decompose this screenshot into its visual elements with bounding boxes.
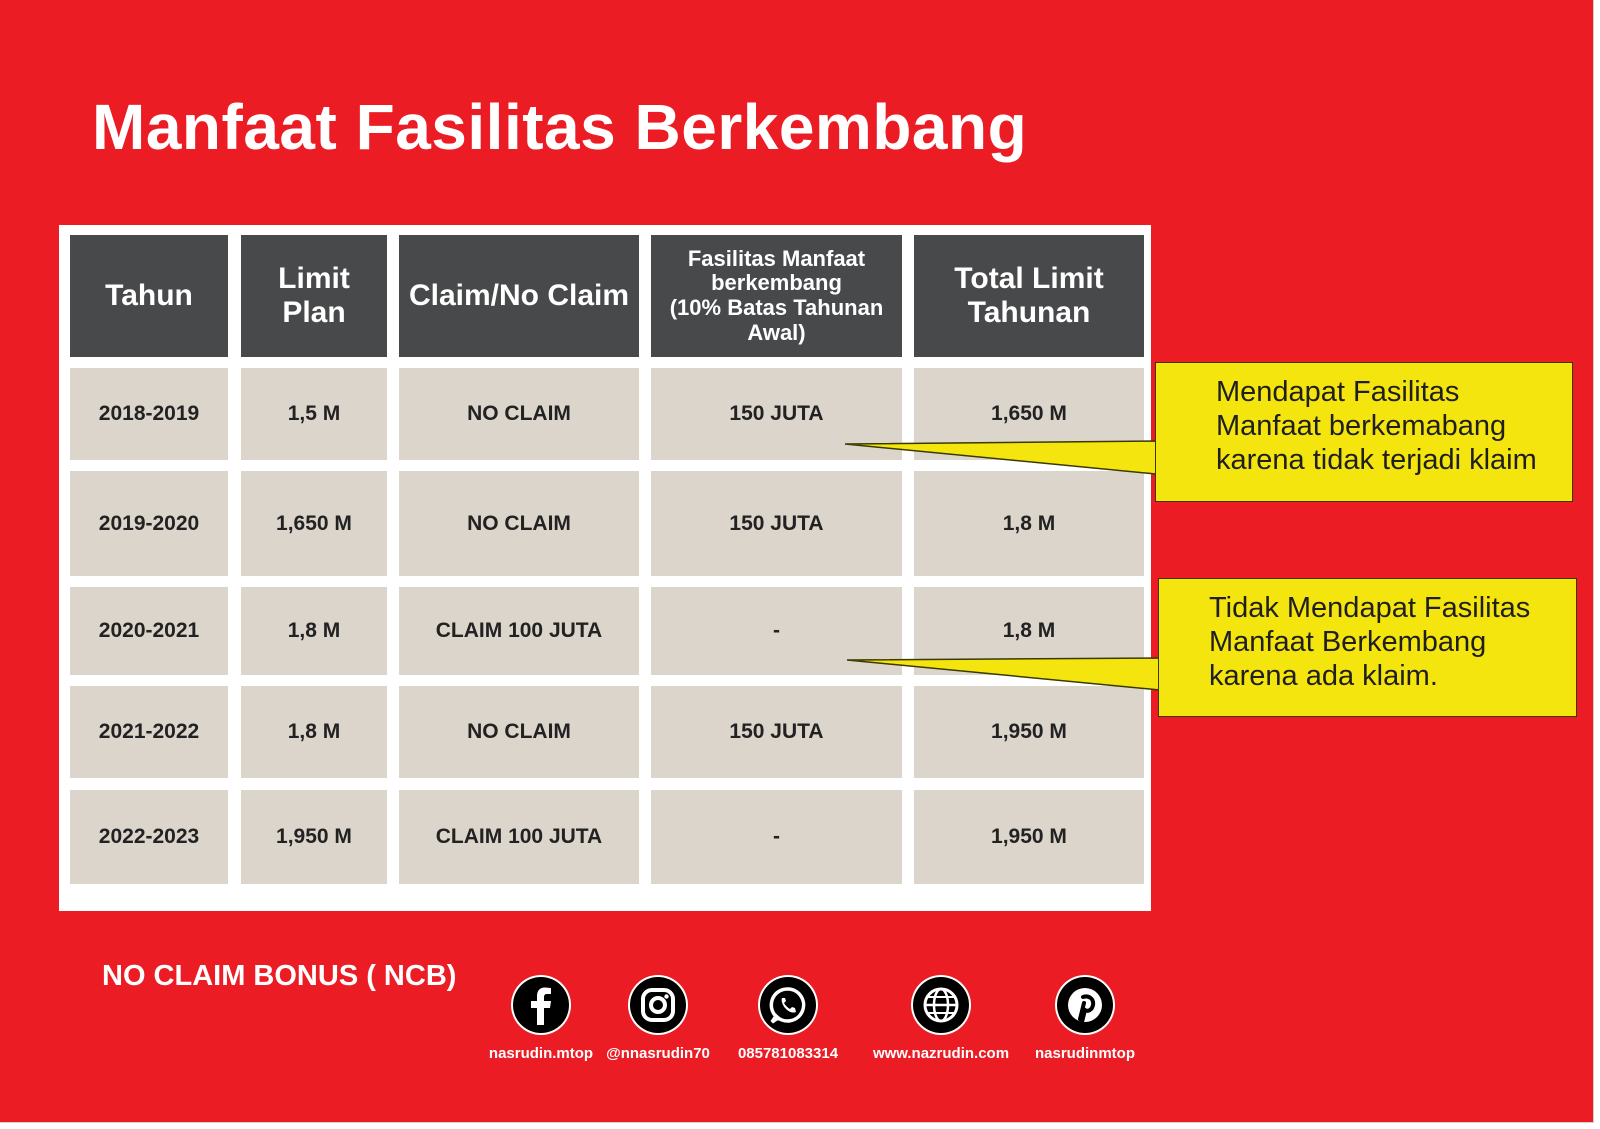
- table-cell: 2022-2023: [70, 790, 228, 884]
- header-fasilitas: Fasilitas Manfaat berkembang (10% Batas Tahunan Awal): [651, 235, 902, 357]
- social-label: www.nazrudin.com: [872, 1045, 1010, 1062]
- pinterest-icon: [1055, 975, 1115, 1035]
- page-title: Manfaat Fasilitas Berkembang: [92, 91, 1028, 163]
- table-cell: 150 JUTA: [651, 368, 902, 460]
- table-cell: 1,950 M: [241, 790, 387, 884]
- whatsapp-icon: [758, 975, 818, 1035]
- callout-with-claim: [1158, 578, 1577, 717]
- table-cell: -: [651, 587, 902, 675]
- social-label: @nnasrudin70: [606, 1045, 710, 1062]
- table-cell: 2019-2020: [70, 471, 228, 576]
- instagram-icon: [628, 975, 688, 1035]
- social-whatsapp[interactable]: [718, 975, 858, 1062]
- table-cell: NO CLAIM: [399, 368, 639, 460]
- table-cell: NO CLAIM: [399, 471, 639, 576]
- table-cell: CLAIM 100 JUTA: [399, 790, 639, 884]
- social-label: nasrudinmtop: [1035, 1045, 1135, 1062]
- table-cell: -: [651, 790, 902, 884]
- table-cell: 1,8 M: [914, 587, 1144, 675]
- table-cell: NO CLAIM: [399, 686, 639, 778]
- social-label: nasrudin.mtop: [488, 1045, 594, 1062]
- globe-icon: [911, 975, 971, 1035]
- callout-claim-free: [1155, 362, 1573, 502]
- header-limit-plan: Limit Plan: [241, 235, 387, 357]
- header-total-limit: Total Limit Tahunan: [914, 235, 1144, 357]
- table-cell: 1,5 M: [241, 368, 387, 460]
- facebook-icon: [511, 975, 571, 1035]
- table-cell: 150 JUTA: [651, 686, 902, 778]
- table-cell: 1,8 M: [241, 686, 387, 778]
- social-website[interactable]: [866, 975, 1016, 1062]
- table-cell: 2020-2021: [70, 587, 228, 675]
- table-cell: 1,650 M: [241, 471, 387, 576]
- social-label: 085781083314: [737, 1045, 839, 1062]
- table-cell: 1,650 M: [914, 368, 1144, 460]
- header-claim: Claim/No Claim: [399, 235, 639, 357]
- ncb-label: NO CLAIM BONUS ( NCB): [102, 960, 457, 992]
- table-cell: 1,8 M: [914, 471, 1144, 576]
- table-cell: 2018-2019: [70, 368, 228, 460]
- table-cell: 1,8 M: [241, 587, 387, 675]
- callout-text: Mendapat Fasilitas Manfaat berkemabang karena tidak terjadi klaim: [1216, 376, 1537, 476]
- table-cell: 1,950 M: [914, 686, 1144, 778]
- table-cell: 1,950 M: [914, 790, 1144, 884]
- header-tahun: Tahun: [70, 235, 228, 357]
- callout-pointer-2: [847, 658, 1160, 690]
- table-cell: CLAIM 100 JUTA: [399, 587, 639, 675]
- callout-text: Tidak Mendapat Fasilitas Manfaat Berkembang karena ada klaim.: [1209, 592, 1531, 692]
- table-cell: 2021-2022: [70, 686, 228, 778]
- callout-pointer-1: [845, 441, 1156, 474]
- social-instagram[interactable]: [588, 975, 728, 1062]
- social-pinterest[interactable]: [1015, 975, 1155, 1062]
- table-cell: 150 JUTA: [651, 471, 902, 576]
